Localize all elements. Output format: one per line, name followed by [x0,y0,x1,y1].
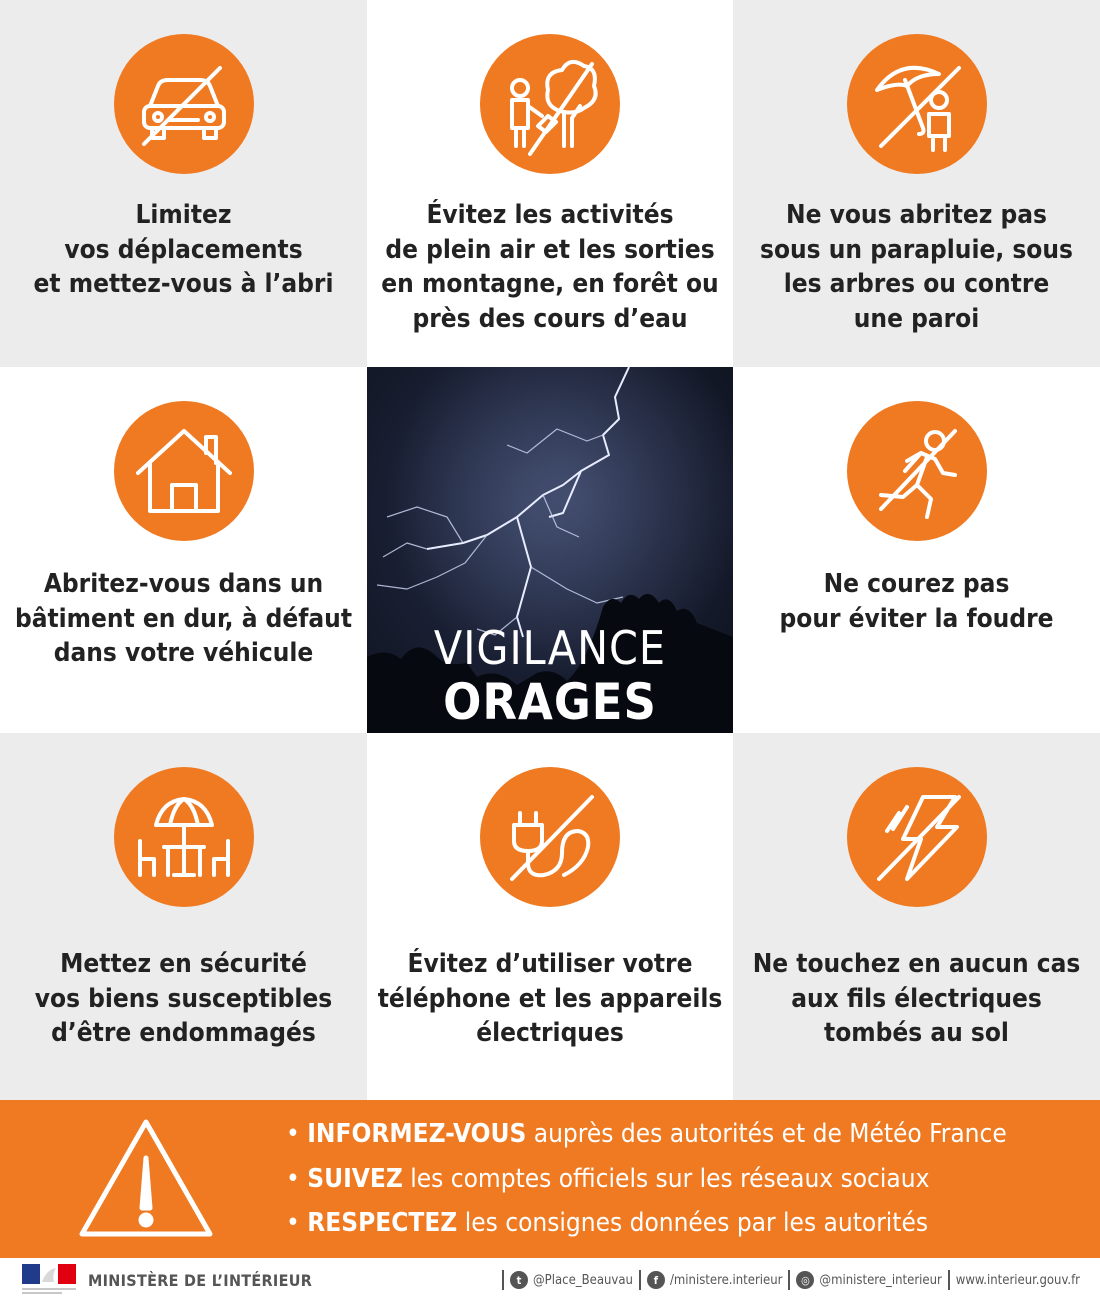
tip-card [367,0,733,367]
umbrella-crossed-icon [847,34,987,174]
tip-card [367,733,733,1100]
tip-card [0,733,367,1100]
social-links [496,1270,1080,1290]
tip-card [733,733,1100,1100]
house-icon [114,401,254,541]
instagram-link[interactable]: ◎ @ministere_interieur [796,1271,941,1289]
facebook-link[interactable]: f /ministere.interieur [647,1271,782,1289]
tip-text: Ne vous abritez pas sous un parapluie, sous les arbres ou contre une paroi [760,200,1073,334]
tip-text: Abritez-vous dans un bâtiment en dur, à défaut dans votre véhicule [14,569,353,668]
title-line-2: ORAGES [443,673,657,731]
website-link[interactable]: www.interieur.gouv.fr [955,1272,1080,1288]
ministry-name: MINISTÈRE DE L’INTÉRIEUR [88,1271,313,1290]
advice-item: • INFORMEZ-VOUS auprès des autorités et de Météo France [286,1119,1007,1149]
advice-list [286,1112,1007,1246]
tip-text: Évitez d’utiliser votre téléphone et les appareils électriques [377,949,723,1048]
tip-card [733,0,1100,367]
tip-card [733,367,1100,733]
lightning-crossed-icon [847,767,987,907]
tip-card [0,367,367,733]
marianne-logo [22,1264,76,1298]
warning-triangle-icon [76,1114,216,1244]
outdoor-activity-crossed-icon [480,34,620,174]
twitter-link[interactable]: t @Place_Beauvau [510,1271,633,1289]
facebook-icon: f [647,1271,665,1289]
advice-banner [0,1100,1100,1258]
tip-text: Limitez vos déplacements et mettez-vous à l’abri [33,200,334,299]
running-person-crossed-icon [847,401,987,541]
instagram-icon: ◎ [796,1271,814,1289]
car-crossed-icon [114,34,254,174]
storm-photo [367,367,733,733]
tip-text: Ne courez pas pour éviter la foudre [779,569,1054,634]
patio-table-icon [114,767,254,907]
footer [0,1258,1100,1303]
plug-crossed-icon [480,767,620,907]
title-line-1: VIGILANCE [433,621,667,675]
twitter-icon: t [510,1271,528,1289]
advice-item: • RESPECTEZ les consignes données par les autorités [286,1208,929,1238]
tip-text: Évitez les activités de plein air et les sorties en montagne, en forêt ou près des cours d’eau [381,200,719,334]
tip-text: Ne touchez en aucun cas aux fils électriques tombés au sol [752,949,1081,1048]
tip-card [0,0,367,367]
tip-text: Mettez en sécurité vos biens susceptibles d’être endommagés [34,949,333,1048]
advice-item: • SUIVEZ les comptes officiels sur les réseaux sociaux [286,1163,930,1194]
